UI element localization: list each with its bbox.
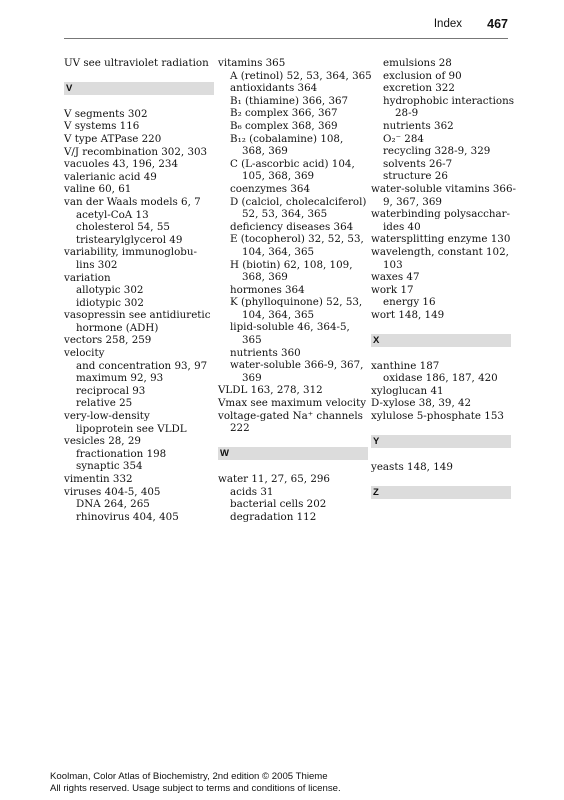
index-subentry: idiotypic 302 <box>76 296 144 309</box>
index-column-1 <box>64 57 214 523</box>
index-subentry: D (calciol, cholecalciferol) <box>230 195 367 208</box>
index-entry: vesicles 28, 29 <box>64 435 141 448</box>
header-section-title: Index <box>433 18 462 30</box>
index-entry: D-xylose 38, 39, 42 <box>371 397 472 410</box>
index-entry: valerianic acid 49 <box>64 170 157 183</box>
index-entry: watersplitting enzyme 130 <box>371 233 511 246</box>
index-subentry: 9, 367, 369 <box>383 195 442 208</box>
index-subentry: DNA 264, 265 <box>76 498 150 511</box>
spacer <box>218 435 368 448</box>
index-entry: V type ATPase 220 <box>64 132 162 145</box>
footer-line-2: All rights reserved. Usage subject to terms and conditions of license. <box>50 783 341 794</box>
index-subentry: nutrients 362 <box>383 119 454 132</box>
index-entry: water 11, 27, 65, 296 <box>218 473 330 485</box>
index-subentry: lipid-soluble 46, 364-5, <box>230 321 350 334</box>
index-subentry-continuation: 368, 369 <box>242 145 288 158</box>
index-subentry: solvents 26-7 <box>383 157 453 170</box>
index-column-2 <box>218 57 372 523</box>
index-entry: V systems 116 <box>64 120 140 133</box>
index-subentry-continuation: 365 <box>242 334 262 347</box>
index-subentry: B₁ (thiamine) 366, 367 <box>230 94 349 107</box>
index-entry: xyloglucan 41 <box>371 384 444 397</box>
index-subentry: H (biotin) 62, 108, 109, <box>230 258 353 271</box>
index-subentry: excretion 322 <box>383 82 455 95</box>
letter-section-header: W <box>218 447 368 460</box>
index-subentry: B₆ complex 368, 369 <box>230 119 338 132</box>
index-entry: yeasts 148, 149 <box>371 460 453 473</box>
index-subentry: hydrophobic interactions <box>383 94 515 107</box>
index-subentry: A (retinol) 52, 53, 364, 365 <box>230 69 372 82</box>
index-subentry: exclusion of 90 <box>383 69 462 82</box>
index-subentry: recycling 328-9, 329 <box>383 145 491 158</box>
letter-section-header: Y <box>371 435 511 448</box>
index-subentry: tristearylglycerol 49 <box>76 233 183 246</box>
index-entry: velocity <box>64 347 105 360</box>
index-subentry: hormone (ADH) <box>76 321 159 334</box>
index-subentry: allotypic 302 <box>76 284 144 297</box>
index-subentry: acids 31 <box>230 485 274 498</box>
index-subentry: cholesterol 54, 55 <box>76 221 170 234</box>
index-subentry-continuation: 369 <box>242 371 262 384</box>
spacer <box>64 95 214 108</box>
index-subentry: maximum 92, 93 <box>76 372 164 385</box>
index-subentry: rhinovirus 404, 405 <box>76 510 179 523</box>
spacer <box>371 423 511 436</box>
index-subentry: K (phylloquinone) 52, 53, <box>230 296 363 309</box>
index-entry: VLDL 163, 278, 312 <box>218 384 323 397</box>
spacer <box>64 70 214 83</box>
index-entry: xanthine 187 <box>371 359 440 372</box>
index-subentry-continuation: 104, 364, 365 <box>242 245 315 258</box>
index-entry: Vmax see maximum velocity <box>218 397 367 410</box>
index-subentry: B₂ complex 366, 367 <box>230 107 338 120</box>
index-subentry: reciprocal 93 <box>76 384 146 397</box>
index-subentry: and concentration 93, 97 <box>76 359 208 372</box>
index-subentry: deficiency diseases 364 <box>230 220 354 233</box>
index-subentry: degradation 112 <box>230 510 317 523</box>
index-entry: wort 148, 149 <box>371 308 445 321</box>
spacer <box>371 347 511 360</box>
index-entry: variability, immunoglobu- <box>64 246 197 259</box>
index-subentry: E (tocopherol) 32, 52, 53, <box>230 233 364 246</box>
index-subentry-continuation: 28-9 <box>395 107 419 120</box>
index-entry: vimentin 332 <box>64 473 133 485</box>
index-subentry: nutrients 360 <box>230 346 301 359</box>
index-entry: V/J recombination 302, 303 <box>64 145 208 158</box>
index-entry: vitamins 365 <box>218 57 286 69</box>
index-subentry: O₂⁻ 284 <box>383 132 424 145</box>
index-subentry: lipoprotein see VLDL <box>76 422 187 435</box>
index-subentry: oxidase 186, 187, 420 <box>383 372 498 385</box>
spacer <box>371 473 511 486</box>
index-subentry: bacterial cells 202 <box>230 498 327 511</box>
spacer <box>371 448 511 461</box>
index-subentry: 222 <box>230 422 250 435</box>
index-entry: very-low-density <box>64 410 150 423</box>
index-subentry: B₁₂ (cobalamine) 108, <box>230 132 344 145</box>
index-subentry: relative 25 <box>76 397 133 410</box>
letter-section-header: X <box>371 334 511 347</box>
spacer <box>371 321 511 334</box>
letter-section-header: V <box>64 82 214 95</box>
index-entry: xylulose 5-phosphate 153 <box>371 410 504 423</box>
index-subentry: synaptic 354 <box>76 460 143 473</box>
index-subentry-continuation: 368, 369 <box>242 271 288 284</box>
index-entry: vectors 258, 259 <box>64 334 152 347</box>
index-subentry-continuation: 104, 364, 365 <box>242 308 315 321</box>
index-entry: van der Waals models 6, 7 <box>64 195 201 208</box>
index-entry: waterbinding polysacchar- <box>371 208 511 221</box>
index-entry: waxes 47 <box>371 271 420 284</box>
index-subentry-continuation: 52, 53, 364, 365 <box>242 208 328 221</box>
footer-line-1: Koolman, Color Atlas of Biochemistry, 2nd edition © 2005 Thieme <box>50 771 328 782</box>
index-entry: work 17 <box>371 283 414 296</box>
index-subentry: emulsions 28 <box>383 57 452 69</box>
index-entry: variation <box>64 271 111 284</box>
index-column-3 <box>371 57 517 499</box>
index-entry: valine 60, 61 <box>64 183 132 196</box>
index-subentry: coenzymes 364 <box>230 182 311 195</box>
index-entry: vacuoles 43, 196, 234 <box>64 158 178 171</box>
index-subentry: lins 302 <box>76 258 118 271</box>
index-subentry: structure 26 <box>383 170 448 183</box>
index-subentry: energy 16 <box>383 296 436 309</box>
copyright-footer <box>50 771 341 795</box>
spacer <box>218 460 368 473</box>
running-header <box>64 14 508 39</box>
index-entry: viruses 404-5, 405 <box>64 485 161 498</box>
index-subentry: hormones 364 <box>230 283 305 296</box>
page-number: 467 <box>487 17 508 31</box>
index-subentry: fractionation 198 <box>76 447 167 460</box>
index-entry: voltage-gated Na⁺ channels <box>218 409 363 422</box>
index-subentry-continuation: 105, 368, 369 <box>242 170 315 183</box>
index-subentry: 103 <box>383 258 403 271</box>
index-subentry: acetyl-CoA 13 <box>76 208 149 221</box>
index-entry: wavelength, constant 102, <box>371 245 509 258</box>
index-entry: V segments 302 <box>64 107 148 120</box>
index-entry: UV see ultraviolet radiation <box>64 57 209 69</box>
index-entry: water-soluble vitamins 366- <box>371 182 517 195</box>
index-entry: vasopressin see antidiuretic <box>64 309 211 322</box>
index-subentry: C (L-ascorbic acid) 104, <box>230 157 355 170</box>
index-subentry: water-soluble 366-9, 367, <box>230 359 364 372</box>
index-subentry: antioxidants 364 <box>230 82 318 95</box>
letter-section-header: Z <box>371 486 511 499</box>
index-subentry: ides 40 <box>383 220 421 233</box>
